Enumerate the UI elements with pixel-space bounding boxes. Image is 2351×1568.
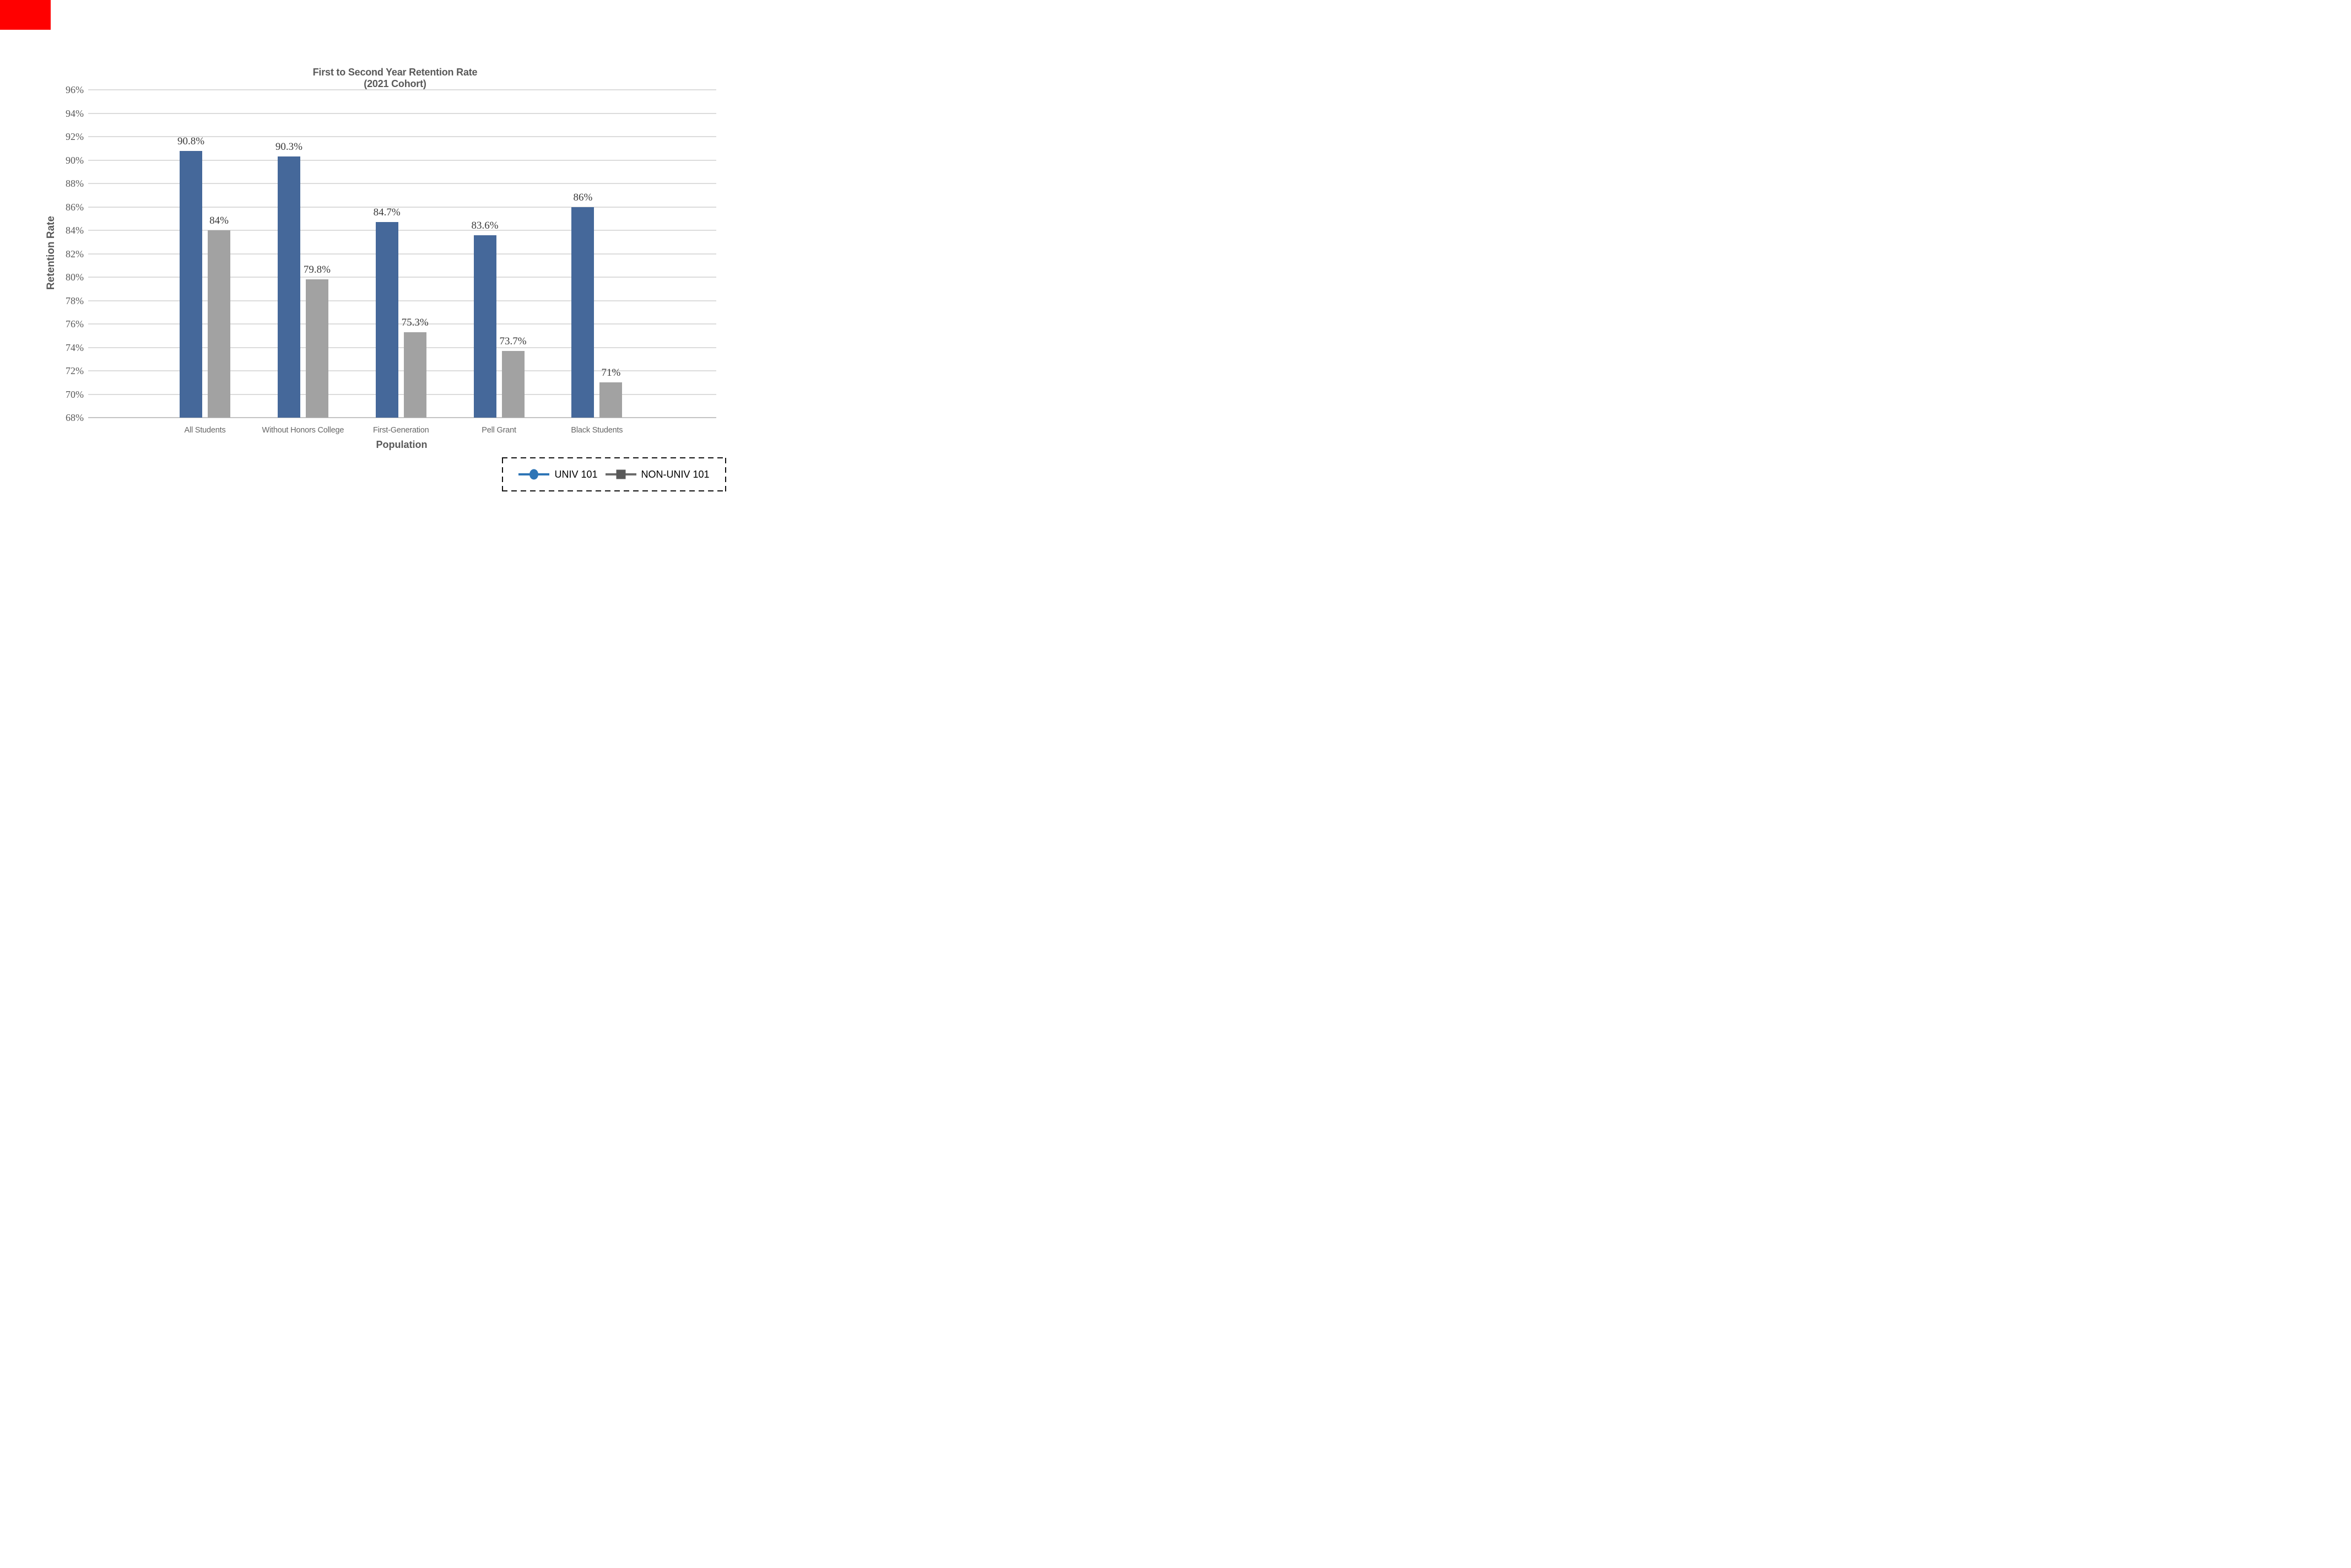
- y-tick-label: 82%: [66, 248, 84, 259]
- bar-non-univ-101-black-students: [599, 382, 622, 418]
- y-tick-label: 94%: [66, 107, 84, 119]
- y-tick-label: 90%: [66, 154, 84, 166]
- y-tick-label: 96%: [66, 84, 84, 95]
- bar-non-univ-101-first-generation: [404, 332, 426, 418]
- y-tick-label: 80%: [66, 272, 84, 283]
- data-label-univ-101-all-students: 90.8%: [177, 135, 205, 147]
- y-tick-label: 72%: [66, 365, 84, 376]
- y-tick-label: 68%: [66, 412, 84, 423]
- circle-marker-icon: [529, 469, 538, 480]
- category-label-black-students: Black Students: [571, 426, 623, 435]
- data-label-non-univ-101-without-honors-college: 79.8%: [303, 264, 331, 276]
- y-tick-label: 86%: [66, 201, 84, 213]
- bar-univ-101-without-honors-college: [278, 156, 300, 418]
- data-label-univ-101-first-generation: 84.7%: [373, 207, 401, 219]
- category-label-pell-grant: Pell Grant: [482, 426, 516, 435]
- y-axis-title: Retention Rate: [45, 215, 57, 290]
- bar-univ-101-pell-grant: [474, 235, 496, 418]
- square-marker-icon: [616, 470, 625, 479]
- category-label-all-students: All Students: [184, 426, 226, 435]
- y-tick-label: 78%: [66, 295, 84, 306]
- y-tick-label: 76%: [66, 318, 84, 329]
- data-label-univ-101-pell-grant: 83.6%: [471, 219, 499, 231]
- y-tick-label: 88%: [66, 178, 84, 189]
- data-label-non-univ-101-pell-grant: 73.7%: [499, 335, 527, 347]
- y-tick-label: 74%: [66, 342, 84, 353]
- legend-label-non-univ101: NON-UNIV 101: [641, 469, 710, 480]
- legend-line-non-univ101: [606, 473, 636, 475]
- bar-univ-101-black-students: [571, 207, 594, 418]
- bar-univ-101-all-students: [180, 151, 202, 418]
- data-label-univ-101-without-honors-college: 90.3%: [275, 141, 302, 153]
- data-label-univ-101-black-students: 86%: [573, 191, 593, 203]
- legend-line-univ101: [518, 473, 549, 475]
- legend-label-univ101: UNIV 101: [554, 469, 598, 480]
- bar-non-univ-101-all-students: [208, 230, 230, 418]
- gridline: [88, 89, 716, 90]
- data-label-non-univ-101-first-generation: 75.3%: [401, 316, 429, 328]
- legend-item-univ101: [518, 468, 597, 480]
- bar-non-univ-101-without-honors-college: [306, 279, 328, 418]
- legend: [502, 457, 726, 491]
- y-tick-label: 92%: [66, 131, 84, 142]
- chart-page: [0, 0, 784, 523]
- category-label-first-generation: First-Generation: [372, 426, 429, 435]
- y-tick-label: 70%: [66, 388, 84, 400]
- bar-non-univ-101-pell-grant: [502, 351, 525, 418]
- data-label-non-univ-101-black-students: 71%: [601, 367, 621, 379]
- chart-title-line2: (2021 Cohort): [364, 78, 426, 89]
- legend-item-non-univ101: [606, 468, 710, 480]
- gridline: [88, 113, 716, 114]
- chart-title-line1: First to Second Year Retention Rate: [312, 67, 478, 78]
- category-label-without-honors-college: Without Honors College: [262, 426, 344, 435]
- y-tick-label: 84%: [66, 225, 84, 236]
- x-axis-title: Population: [376, 439, 428, 450]
- data-label-non-univ-101-all-students: 84%: [209, 215, 229, 226]
